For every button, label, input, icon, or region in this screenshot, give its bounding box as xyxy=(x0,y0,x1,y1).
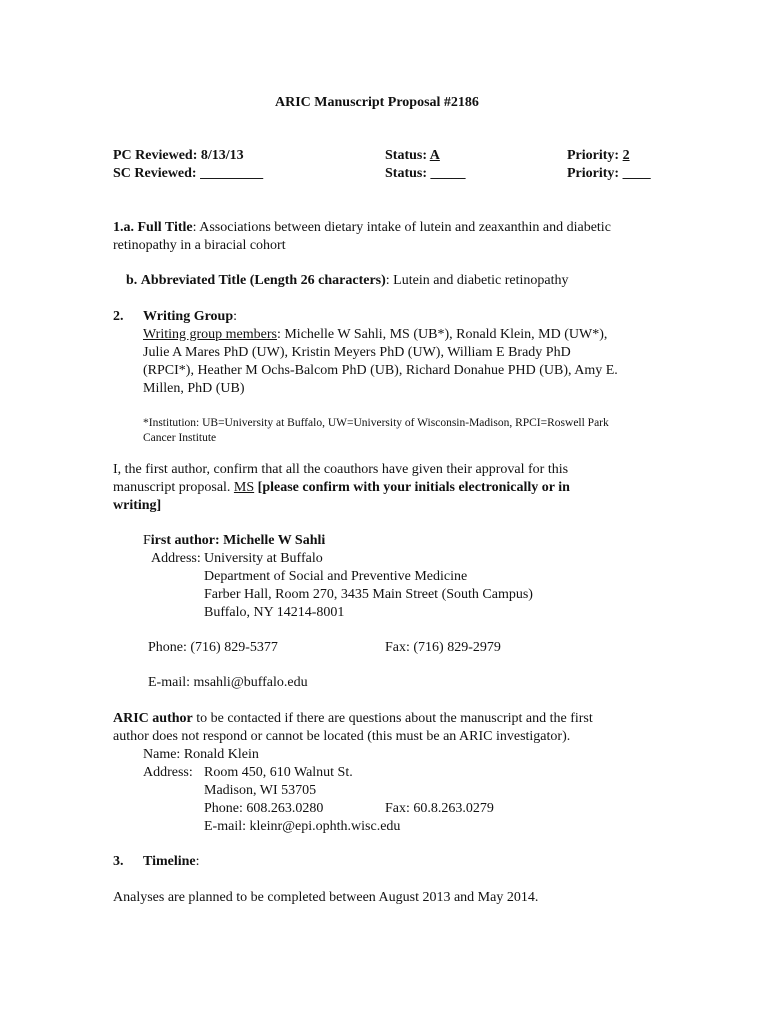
first-author-label: irst author xyxy=(150,533,215,548)
first-author-heading: First author: Michelle W Sahli xyxy=(143,533,326,548)
full-title-label: Full Title xyxy=(137,220,193,235)
institution-note-line2: Cancer Institute xyxy=(143,432,217,444)
aric-author-address-label: Address: xyxy=(143,765,193,780)
timeline-text: Analyses are planned to be completed between August 2013 and May 2014. xyxy=(113,890,539,905)
page-title: ARIC Manuscript Proposal #2186 xyxy=(275,95,479,110)
status-value: A xyxy=(429,148,440,163)
abbrev-title xyxy=(126,272,569,290)
status-label: Status: xyxy=(385,148,430,163)
first-author-phone: Phone: (716) 829-5377 xyxy=(148,640,278,655)
first-author-name: : Michelle W Sahli xyxy=(214,533,326,548)
timeline-number: 3. xyxy=(113,854,124,869)
status-pc xyxy=(385,147,440,165)
first-author-email: E-mail: msahli@buffalo.edu xyxy=(148,675,308,690)
aric-author-address-line1: Room 450, 610 Walnut St. xyxy=(204,765,353,780)
priority-sc: Priority: ____ xyxy=(567,166,651,181)
first-author-address-line2: Department of Social and Preventive Medicine xyxy=(204,569,468,584)
first-author-fax: Fax: (716) 829-2979 xyxy=(385,640,501,655)
full-title-text: : Associations between dietary intake of lutein and zeaxanthin and diabetic xyxy=(192,220,611,235)
writing-group-heading: Writing Group: xyxy=(143,309,238,324)
writing-group-line3: (RPCI*), Heather M Ochs-Balcom PhD (UB), Richard Donahue PHD (UB), Amy E. xyxy=(143,363,618,378)
abbrev-number: b. xyxy=(126,273,138,288)
institution-note-line1: *Institution: UB=University at Buffalo, UW=University of Wisconsin-Madison, RPCI=Roswell Park xyxy=(143,417,609,429)
writing-group-line4: Millen, PhD (UB) xyxy=(143,381,245,396)
sc-reviewed: SC Reviewed: _________ xyxy=(113,166,264,181)
writing-group-line2: Julie A Mares PhD (UW), Kristin Meyers PhD (UW), William E Brady PhD xyxy=(143,345,571,360)
priority-label: Priority: xyxy=(567,148,623,163)
writing-group-line1: Writing group members: Michelle W Sahli, MS (UB*), Ronald Klein, MD (UW*), xyxy=(143,327,608,342)
writing-group-number: 2. xyxy=(113,309,124,324)
abbrev-value: : Lutein and diabetic retinopathy xyxy=(385,273,569,288)
aric-author-line1: ARIC author to be contacted if there are questions about the manuscript and the first xyxy=(113,711,593,726)
confirm-line2: manuscript proposal. MS [please confirm with your initials electronically or in xyxy=(113,480,570,495)
first-author-address-line3: Farber Hall, Room 270, 3435 Main Street (South Campus) xyxy=(204,587,533,602)
aric-author-address-line2: Madison, WI 53705 xyxy=(204,783,317,798)
aric-author-phone: Phone: 608.263.0280 xyxy=(204,801,324,816)
aric-author-line2: author does not respond or cannot be located (this must be an ARIC investigator). xyxy=(113,729,571,744)
first-author-address-label: Address: xyxy=(151,551,201,566)
writing-group-members-label: Writing group members xyxy=(143,327,277,342)
confirm-line3: writing] xyxy=(113,498,162,513)
aric-author-email: E-mail: kleinr@epi.ophth.wisc.edu xyxy=(204,819,401,834)
first-author-address-line1: University at Buffalo xyxy=(204,551,323,566)
full-title-line2: retinopathy in a biracial cohort xyxy=(113,238,286,253)
status-sc: Status: _____ xyxy=(385,166,466,181)
first-author-address-line4: Buffalo, NY 14214-8001 xyxy=(204,605,345,620)
confirm-line1: I, the first author, confirm that all the coauthors have given their approval for this xyxy=(113,462,569,477)
full-title-number: 1.a. xyxy=(113,220,134,235)
timeline-heading: Timeline: xyxy=(143,854,200,869)
timeline-label: Timeline xyxy=(143,854,196,869)
full-title-line1 xyxy=(113,219,611,237)
writing-group-label: Writing Group xyxy=(143,309,234,324)
confirm-initials: MS xyxy=(233,480,255,495)
abbrev-label: Abbreviated Title (Length 26 characters) xyxy=(140,273,386,288)
priority-value: 2 xyxy=(622,148,630,163)
aric-author-fax: Fax: 60.8.263.0279 xyxy=(385,801,494,816)
aric-author-label: ARIC author xyxy=(113,711,193,726)
priority-pc xyxy=(567,147,630,165)
aric-author-name: Name: Ronald Klein xyxy=(143,747,259,762)
pc-reviewed: PC Reviewed: 8/13/13 xyxy=(113,148,244,163)
